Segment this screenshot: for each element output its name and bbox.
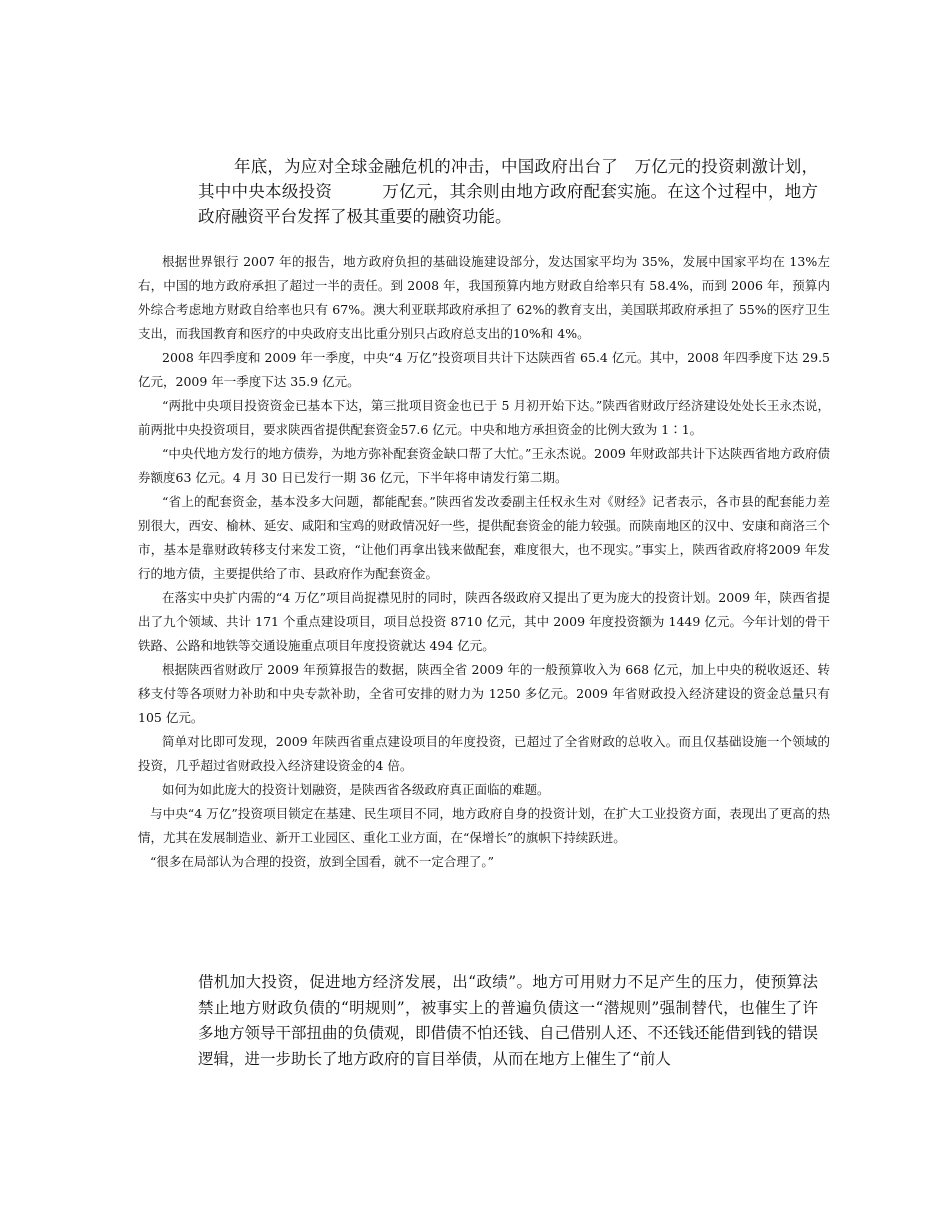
paragraph: 根据世界银行 2007 年的报告，地方政府负担的基础设施建设部分，发达国家平均为 35%，发展中国家平均在 13%左右，中国的地方政府承担了超过一半的责任。到 2008 年，我国预算内地方财政自给率只有 58.4%，而到 2006 年，预算内外综合考虑地方财政自给率也只有 67%。澳大利亚联邦政府承担了 62%的教育支出，美国联邦政府承担了 55%的医疗卫生支出，而我国教育和医疗的中央政府支出比重分别只占政府总支出的10%和 4%。 [138, 254, 830, 341]
paragraph: 在落实中央扩内需的“4 万亿”项目尚捉襟见肘的同时，陕西各级政府又提出了更为庞大的投资计划。2009 年，陕西省提出了九个领域、共计 171 个重点建设项目，项目总投资 8710 亿元，其中 2009 年度投资额为 1449 亿元。今年计划的骨干铁路、公路和地铁等交通设施重点项目年度投资就达 494 亿元。 [138, 590, 830, 653]
outro-paragraph: 借机加大投资，促进地方经济发展，出“政绩”。地方可用财力不足产生的压力，使预算法禁止地方财政负债的“明规则”，被事实上的普遍负债这一“潜规则”强制替代，也催生了许多地方领导干部扭曲的负债观，即借债不怕还钱、自己借别人还、不还钱还能借到钱的错误逻辑，进一步助长了地方政府的盲目举债，从而在地方上催生了“前人 [198, 973, 819, 1068]
paragraph: 如何为如此庞大的投资计划融资，是陕西省各级政府真正面临的难题。 [162, 782, 550, 797]
paragraph: 与中央“4 万亿”投资项目锁定在基建、民生项目不同，地方政府自身的投资计划，在扩大工业投资方面，表现出了更高的热情，尤其在发展制造业、新开工业园区、重化工业方面，在“保增长”的旗帜下持续跃进。 [138, 806, 830, 845]
paragraph: “中央代地方发行的地方债券，为地方弥补配套资金缺口帮了大忙。”王永杰说。2009 年财政部共计下达陕西省地方政府债券额度63 亿元。4 月 30 日已发行一期 36 亿元，下半年将申请发行第二期。 [138, 446, 830, 485]
paragraph: “省上的配套资金，基本没多大问题，都能配套。”陕西省发改委副主任权永生对《财经》记者表示，各市县的配套能力差别很大，西安、榆林、延安、咸阳和宝鸡的财政情况好一些，提供配套资金的能力较强。而陕南地区的汉中、安康和商洛三个市，基本是靠财政转移支付来发工资，“让他们再拿出钱来做配套，难度很大，也不现实。”事实上，陕西省政府将2009 年发行的地方债，主要提供给了市、县政府作为配套资金。 [138, 494, 830, 581]
intro-paragraph: 年底，为应对全球金融危机的冲击，中国政府出台了 万亿元的投资刺激计划，其中中央本级投资 万亿元，其余则由地方政府配套实施。在这个过程中，地方政府融资平台发挥了极其重要的融资功能。 [198, 157, 818, 226]
paragraph: “很多在局部认为合理的投资，放到全国看，就不一定合理了。” [150, 854, 495, 869]
paragraph: 根据陕西省财政厅 2009 年预算报告的数据，陕西全省 2009 年的一般预算收入为 668 亿元，加上中央的税收返还、转移支付等各项财力补助和中央专款补助，全省可安排的财力为 1250 多亿元。2009 年省财政投入经济建设的资金总量只有 105 亿元。 [138, 662, 830, 725]
paragraph: “两批中央项目投资资金已基本下达，第三批项目资金也已于 5 月初开始下达。”陕西省财政厅经济建设处处长王永杰说，前两批中央投资项目，要求陕西省提供配套资金57.6 亿元。中央和地方承担资金的比例大致为 1∶1。 [138, 398, 830, 437]
paragraph: 2008 年四季度和 2009 年一季度，中央“4 万亿”投资项目共计下达陕西省 65.4 亿元。其中，2008 年四季度下达 29.5 亿元，2009 年一季度下达 35.9 亿元。 [138, 350, 830, 389]
body-text [138, 250, 830, 874]
paragraph: 简单对比即可发现，2009 年陕西省重点建设项目的年度投资，已超过了全省财政的总收入。而且仅基础设施一个领域的投资，几乎超过省财政投入经济建设资金的4 倍。 [138, 734, 830, 773]
